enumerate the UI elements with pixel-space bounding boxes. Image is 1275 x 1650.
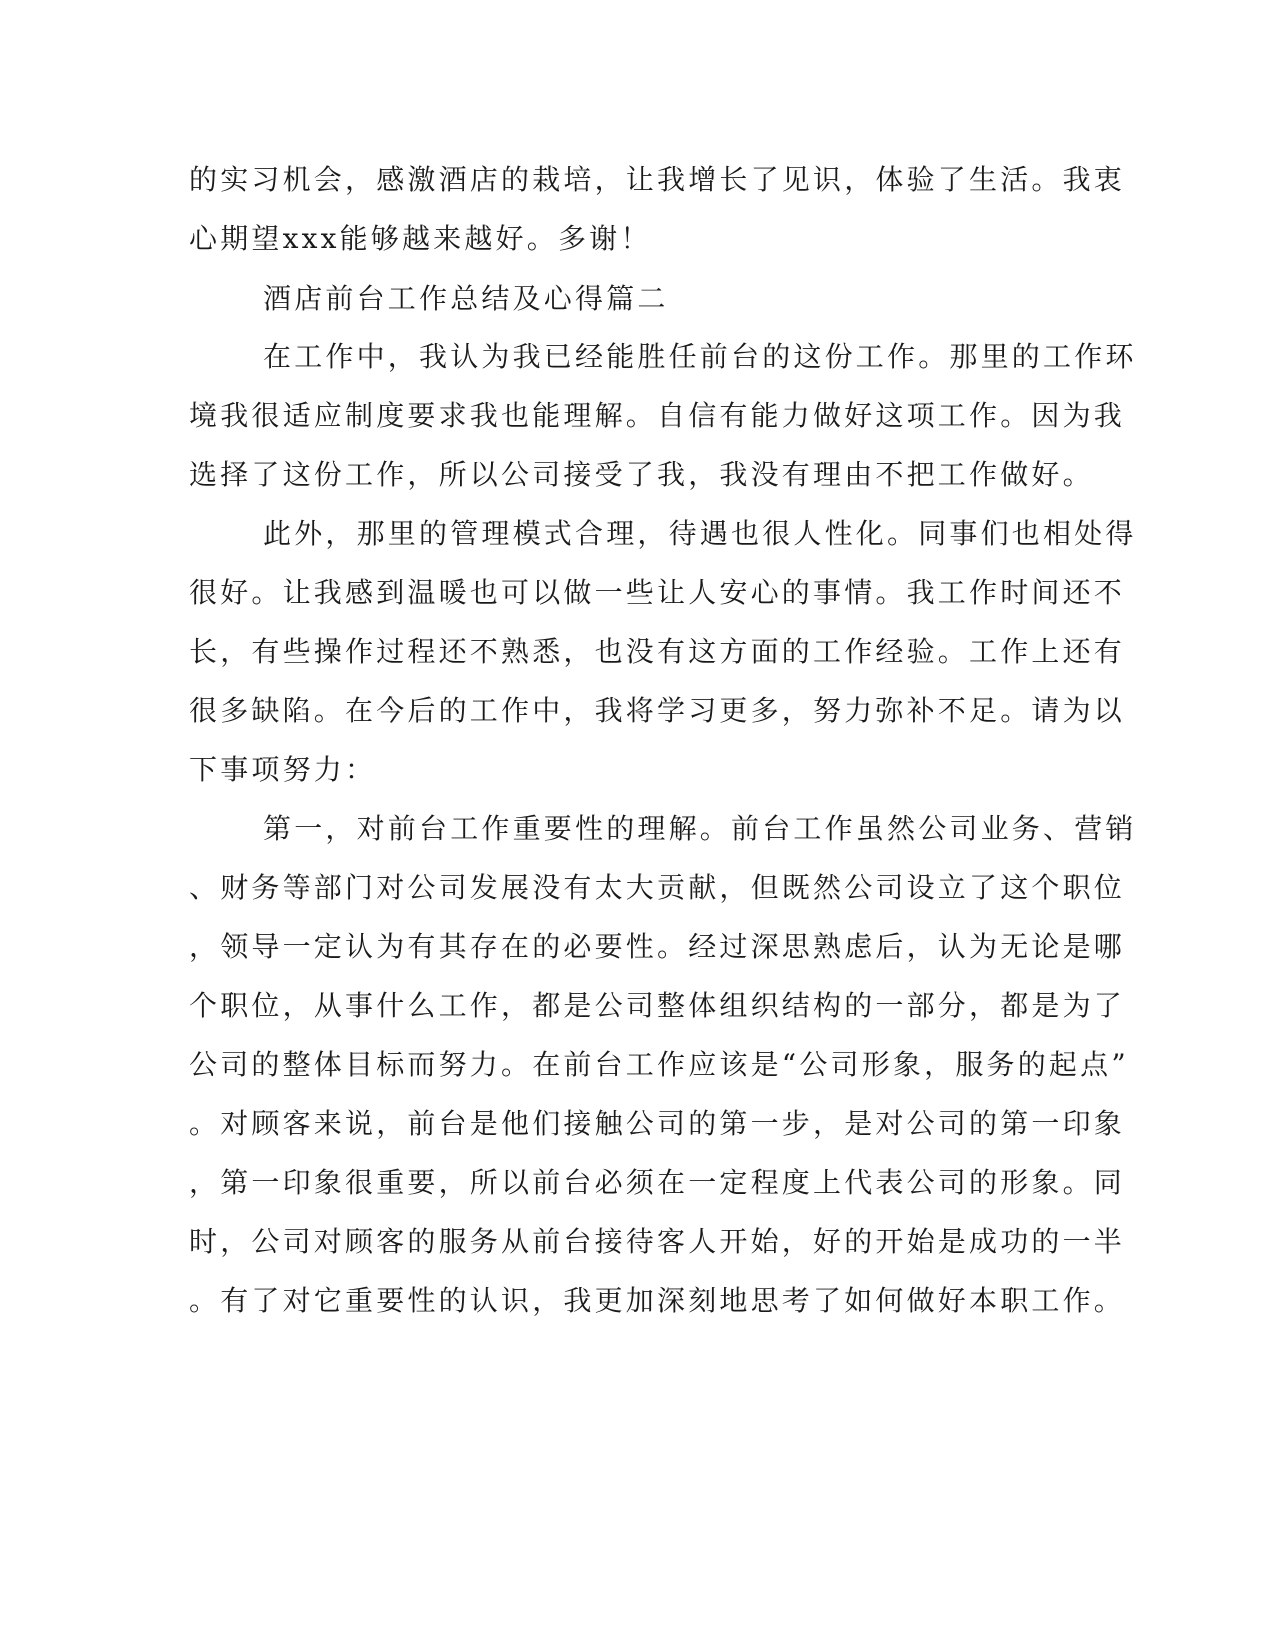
text-line: 时，公司对顾客的服务从前台接待客人开始，好的开始是成功的一半 xyxy=(189,1225,1126,1258)
text-line: 长，有些操作过程还不熟悉，也没有这方面的工作经验。工作上还有 xyxy=(189,635,1126,668)
text-line: 选择了这份工作，所以公司接受了我，我没有理由不把工作做好。 xyxy=(189,458,1094,491)
text-line: 很多缺陷。在今后的工作中，我将学习更多，努力弥补不足。请为以 xyxy=(189,694,1126,727)
section-heading: 酒店前台工作总结及心得篇二 xyxy=(263,282,669,315)
text-line: 心期望xxx能够越来越好。多谢！ xyxy=(189,222,652,255)
text-line: 。有了对它重要性的认识，我更加深刻地思考了如何做好本职工作。 xyxy=(189,1284,1126,1317)
text-line: 在工作中，我认为我已经能胜任前台的这份工作。那里的工作环 xyxy=(263,340,1137,373)
text-line: ，第一印象很重要，所以前台必须在一定程度上代表公司的形象。同 xyxy=(189,1166,1126,1199)
text-line: 、财务等部门对公司发展没有太大贡献，但既然公司设立了这个职位 xyxy=(189,871,1126,904)
text-line: 下事项努力： xyxy=(189,753,377,786)
text-line: 很好。让我感到温暖也可以做一些让人安心的事情。我工作时间还不 xyxy=(189,576,1126,609)
text-line: 的实习机会，感激酒店的栽培，让我增长了见识，体验了生活。我衷 xyxy=(189,163,1126,196)
text-line: 。对顾客来说，前台是他们接触公司的第一步，是对公司的第一印象 xyxy=(189,1107,1126,1140)
text-line: 境我很适应制度要求我也能理解。自信有能力做好这项工作。因为我 xyxy=(189,399,1126,432)
text-line: 第一，对前台工作重要性的理解。前台工作虽然公司业务、营销 xyxy=(263,812,1137,845)
text-line: 个职位，从事什么工作，都是公司整体组织结构的一部分，都是为了 xyxy=(189,989,1126,1022)
text-line: 此外，那里的管理模式合理，待遇也很人性化。同事们也相处得 xyxy=(263,517,1137,550)
text-line: 公司的整体目标而努力。在前台工作应该是“公司形象，服务的起点” xyxy=(189,1048,1129,1081)
text-line: ，领导一定认为有其存在的必要性。经过深思熟虑后，认为无论是哪 xyxy=(189,930,1126,963)
